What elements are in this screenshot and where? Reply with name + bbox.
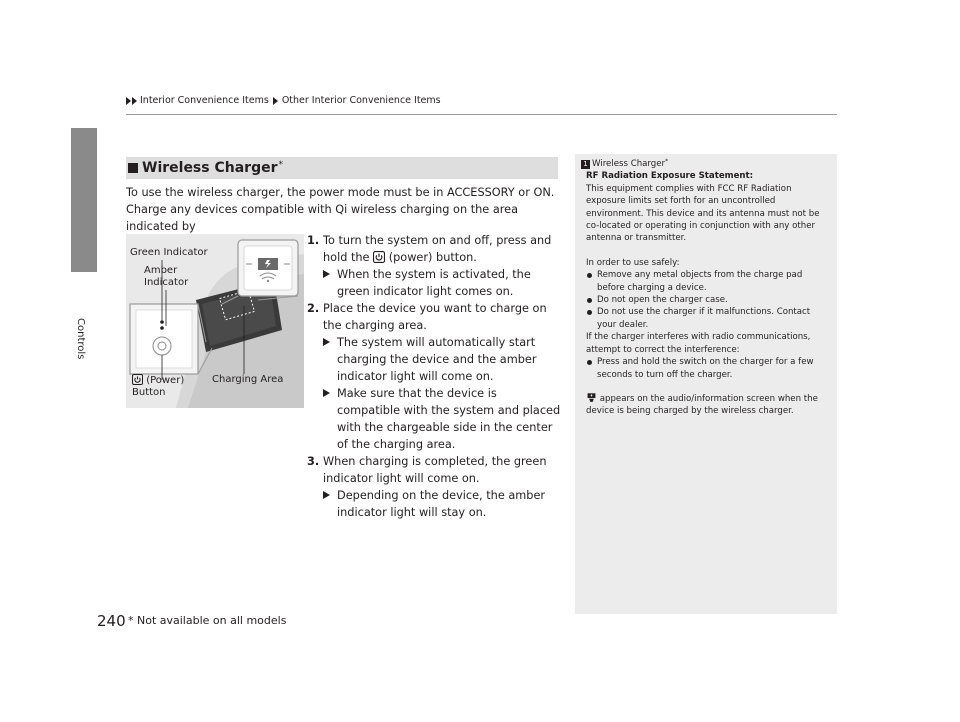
section-heading	[126, 157, 558, 179]
footnote: * Not available on all models	[128, 614, 287, 627]
safety-bullet: Do not open the charger case.	[586, 294, 827, 306]
step-1-result: When the system is activated, the green indicator light comes on.	[307, 266, 562, 300]
chapter-label: Controls	[75, 318, 86, 360]
breadcrumb-part2[interactable]: Other Interior Convenience Items	[281, 95, 441, 106]
result-arrow-icon	[323, 491, 330, 499]
charger-illustration	[126, 234, 304, 408]
step-2-result: Make sure that the device is compatible with the system and placed with the chargeable side in the center of the charging area.	[307, 385, 562, 453]
interference-bullet: Press and hold the switch on the charger for a few seconds to turn off the charger.	[586, 356, 827, 381]
breadcrumb	[126, 95, 441, 106]
step-1: 1. To turn the system on and off, press and hold the (power) button.	[307, 234, 552, 264]
power-icon	[373, 251, 385, 263]
note-panel	[575, 154, 837, 614]
breadcrumb-arrow-icon	[126, 97, 131, 105]
page-number: 240	[97, 612, 126, 630]
amber-indicator-label: Amber Indicator	[144, 265, 189, 288]
steps-list	[307, 232, 562, 521]
step-2-result: The system will automatically start charging the device and the amber indicator light will come on.	[307, 334, 562, 385]
breadcrumb-arrow-icon	[273, 97, 278, 105]
safety-bullet: Remove any metal objects from the charge pad before charging a device.	[586, 269, 827, 294]
appears-text: appears on the audio/information screen when the device is being charged by the wireless charger.	[586, 393, 818, 417]
asterisk: *	[278, 160, 283, 170]
charging-area-label: Charging Area	[212, 374, 284, 385]
chapter-tab	[71, 128, 97, 272]
result-arrow-icon	[323, 389, 330, 397]
power-icon	[132, 374, 143, 385]
rf-heading: RF Radiation Exposure Statement:	[586, 171, 754, 182]
step-3: 3. When charging is completed, the green indicator light will come on.	[307, 455, 547, 485]
result-arrow-icon	[323, 338, 330, 346]
power-button-label: (Power) Button	[132, 375, 185, 398]
step-2: 2. Place the device you want to charge on the charging area.	[307, 302, 547, 332]
result-arrow-icon	[323, 270, 330, 278]
rf-text: This equipment complies with FCC RF Radiation exposure limits set forth for an uncontrolled environment. This device and its antenna must not be co-located or operating in conjunction with any other antenna or transmitter.	[586, 183, 820, 244]
note-marker-icon: 1	[581, 160, 590, 169]
breadcrumb-arrow-icon	[132, 97, 137, 105]
wireless-charging-icon	[586, 393, 597, 403]
intro-line: Charge any devices compatible with Qi wireless charging on the area indicated by	[126, 203, 519, 233]
header-rule	[126, 114, 837, 115]
note-title[interactable]: 1 Wireless Charger *	[581, 158, 827, 170]
breadcrumb-part1[interactable]: Interior Convenience Items	[140, 95, 269, 106]
interference-text: If the charger interferes with radio communications, attempt to correct the interference:	[586, 332, 811, 355]
step-3-result: Depending on the device, the amber indicator light will stay on.	[307, 487, 562, 521]
safety-bullet: Do not use the charger if it malfunctions. Contact your dealer.	[586, 306, 827, 331]
heading-square-icon	[128, 163, 138, 173]
intro-line: To use the wireless charger, the power mode must be in ACCESSORY or ON.	[126, 186, 555, 199]
section-title: Wireless Charger	[142, 160, 278, 176]
safety-heading: In order to use safely:	[586, 257, 680, 268]
green-indicator-label: Green Indicator	[130, 247, 208, 258]
